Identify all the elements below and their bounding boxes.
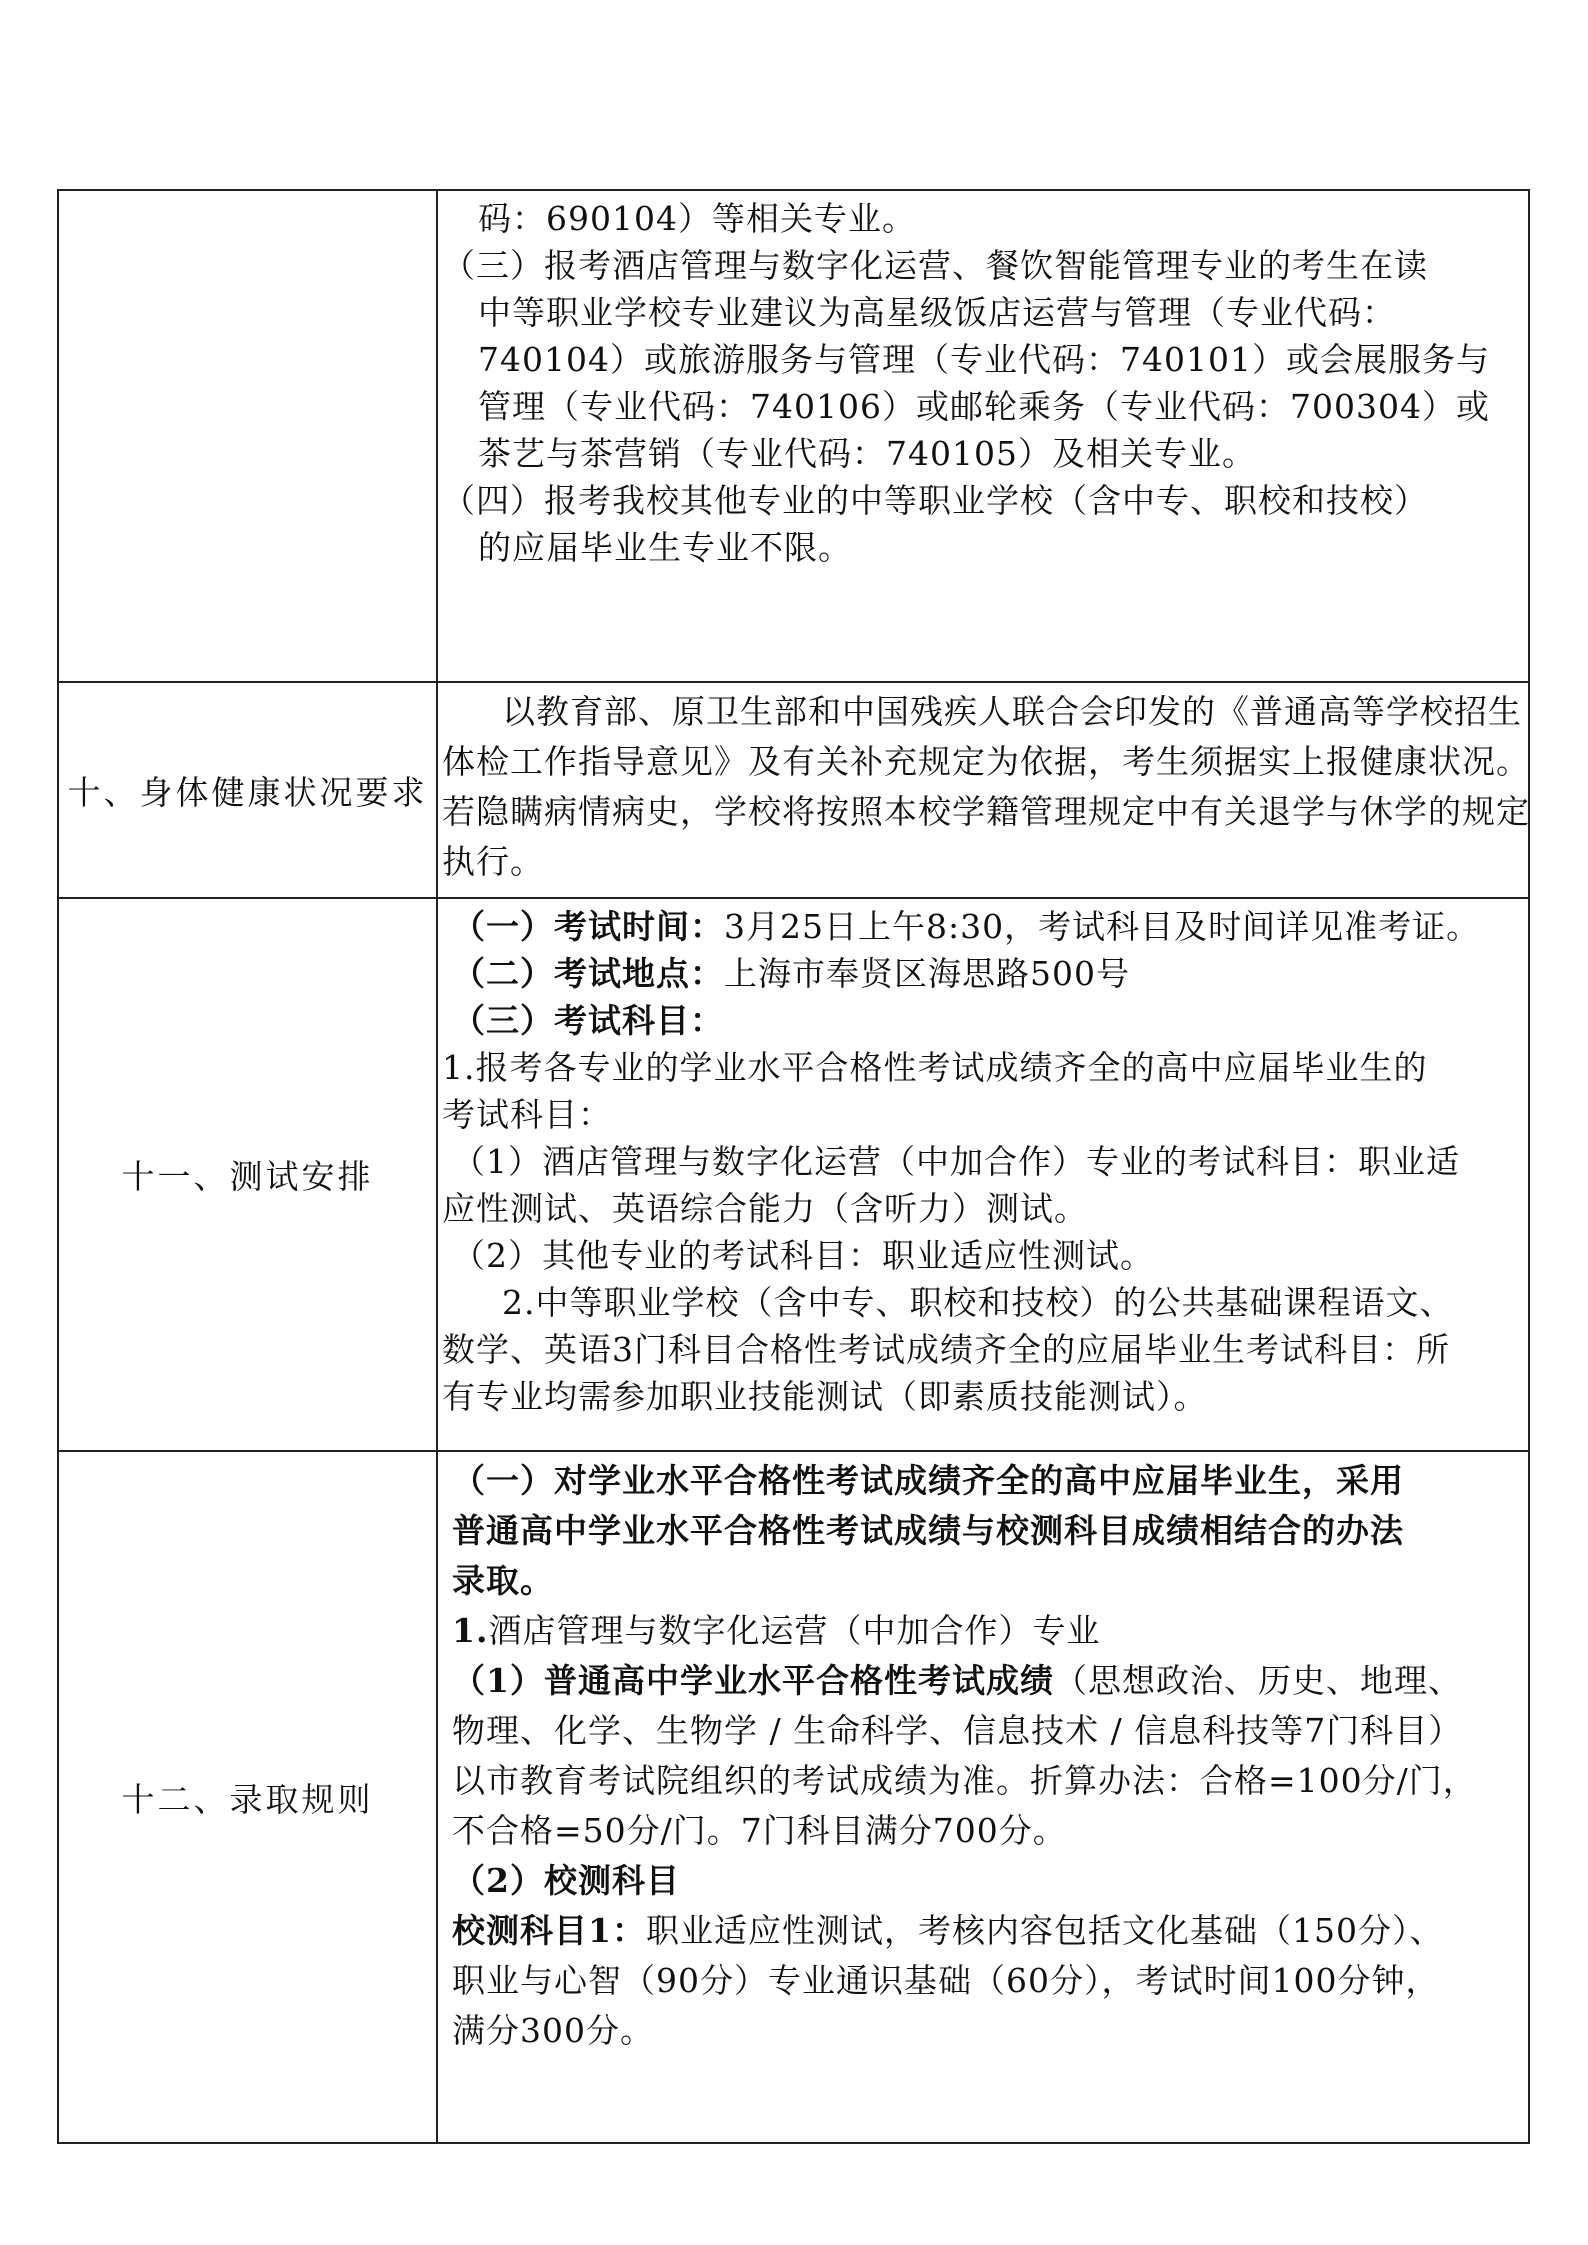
row-content xyxy=(437,1451,1529,2143)
text-line: 2.中等职业学校（含中专、职校和技校）的公共基础课程语文、 xyxy=(502,1283,1454,1322)
text-line: 1.报考各专业的学业水平合格性考试成绩齐全的高中应届毕业生的 xyxy=(442,1048,1428,1087)
major-line xyxy=(452,1606,1514,1656)
exam-subject-head: （三）考试科目： xyxy=(452,1001,724,1040)
exam-time-line xyxy=(442,903,1514,950)
row-label: 十二、录取规则 xyxy=(58,1451,437,2143)
test-subject-text: 职业适应性测试，考核内容包括文化基础（150分）、 xyxy=(645,1911,1444,1950)
exam-place-line xyxy=(442,950,1514,997)
exam-place-text: 上海市奉贤区海思路500号 xyxy=(724,954,1130,993)
row-label: 十一、测试安排 xyxy=(58,898,437,1451)
text-line: 的应届毕业生专业不限。 xyxy=(478,528,852,567)
text-line: 普通高中学业水平合格性考试成绩与校测科目成绩相结合的办法 xyxy=(452,1511,1404,1550)
major-text: 酒店管理与数字化运营（中加合作）专业 xyxy=(488,1611,1101,1650)
text-line: 物理、化学、生物学 / 生命科学、信息技术 / 信息科技等7门科目） xyxy=(452,1711,1463,1750)
text-line: （2）其他专业的考试科目：职业适应性测试。 xyxy=(452,1236,1154,1275)
table-row xyxy=(58,1451,1529,2143)
text-line: 数学、英语3门科目合格性考试成绩齐全的应届毕业生考试科目：所 xyxy=(442,1330,1450,1369)
exam-time-head: （一）考试时间： xyxy=(452,907,724,946)
text-line: 管理（专业代码：740106）或邮轮乘务（专业代码：700304）或 xyxy=(478,387,1490,426)
text-line: （四）报考我校其他专业的中等职业学校（含中专、职校和技校） xyxy=(442,481,1428,520)
text-line: 考试科目： xyxy=(442,1095,612,1134)
text-line: （1）酒店管理与数字化运营（中加合作）专业的考试科目：职业适 xyxy=(452,1142,1460,1181)
row-content xyxy=(437,682,1529,898)
subtitle-line: （2）校测科目 xyxy=(452,1861,680,1900)
row-label: 十、身体健康状况要求 xyxy=(58,682,437,898)
text-line: 若隐瞒病情病史，学校将按照本校学籍管理规定中有关退学与休学的规定 xyxy=(442,792,1530,831)
text-line: 录取。 xyxy=(452,1561,554,1600)
major-head: 1. xyxy=(452,1611,489,1650)
exam-subject-line xyxy=(442,997,1514,1044)
text-line: 740104）或旅游服务与管理（专业代码：740101）或会展服务与 xyxy=(478,340,1490,379)
row-content xyxy=(437,898,1529,1451)
text-line: 码：690104）等相关专业。 xyxy=(478,199,916,238)
table-row xyxy=(58,898,1529,1451)
text-line: 职业与心智（90分）专业通识基础（60分），考试时间100分钟， xyxy=(452,1961,1440,2000)
text-line: 执行。 xyxy=(442,842,544,881)
table-row xyxy=(58,190,1529,682)
text-line: 满分300分。 xyxy=(452,2011,654,2050)
admission-table xyxy=(57,189,1530,2144)
exam-time-text: 3月25日上午8:30，考试科目及时间详见准考证。 xyxy=(724,907,1481,946)
text-line: 不合格=50分/门。7门科目满分700分。 xyxy=(452,1811,1067,1850)
test-subject-line xyxy=(452,1906,1514,1956)
text-line: （三）报考酒店管理与数字化运营、餐饮智能管理专业的考生在读 xyxy=(442,246,1428,285)
score-head: （1）普通高中学业水平合格性考试成绩 xyxy=(452,1661,1054,1700)
text-line: 以市教育考试院组织的考试成绩为准。折算办法：合格=100分/门， xyxy=(452,1761,1477,1800)
text-line: 体检工作指导意见》及有关补充规定为依据，考生须据实上报健康状况。 xyxy=(442,742,1530,781)
row-label xyxy=(58,190,437,682)
row-content xyxy=(437,190,1529,682)
text-line: 中等职业学校专业建议为高星级饭店运营与管理（专业代码： xyxy=(478,293,1396,332)
test-subject-head: 校测科目1： xyxy=(452,1911,646,1950)
score-line xyxy=(452,1656,1514,1706)
text-line: 应性测试、英语综合能力（含听力）测试。 xyxy=(442,1189,1088,1228)
table-row xyxy=(58,682,1529,898)
text-line: 以教育部、原卫生部和中国残疾人联合会印发的《普通高等学校招生 xyxy=(502,692,1522,731)
score-text: （思想政治、历史、地理、 xyxy=(1053,1661,1462,1700)
text-line: （一）对学业水平合格性考试成绩齐全的高中应届毕业生，采用 xyxy=(452,1461,1404,1500)
exam-place-head: （二）考试地点： xyxy=(452,954,724,993)
text-line: 有专业均需参加职业技能测试（即素质技能测试）。 xyxy=(442,1377,1208,1416)
text-line: 茶艺与茶营销（专业代码：740105）及相关专业。 xyxy=(478,434,1256,473)
